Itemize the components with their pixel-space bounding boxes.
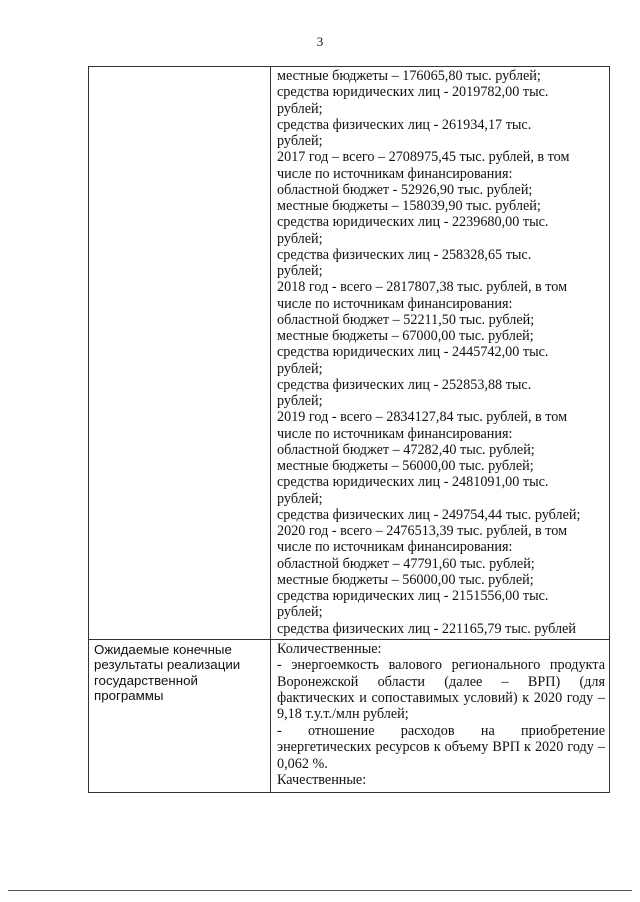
- bottom-rule: [8, 890, 632, 891]
- funding-line: 2018 год - всего – 2817807,38 тыс. рублей, в том: [277, 279, 568, 296]
- funding-line: местные бюджеты – 56000,00 тыс. рублей;: [277, 458, 534, 474]
- funding-line: рублей;: [277, 230, 323, 247]
- funding-line: средства юридических лиц - 2151556,00 тыс.: [277, 588, 549, 604]
- funding-line: средства юридических лиц - 2445742,00 тыс.: [277, 344, 549, 361]
- funding-line: 2019 год - всего – 2834127,84 тыс. рублей, в том: [277, 409, 568, 426]
- funding-line: средства юридических лиц - 2481091,00 тыс.: [277, 474, 549, 491]
- funding-line: числе по источникам финансирования:: [277, 425, 513, 442]
- results-label: Ожидаемые конечные результаты реализации государственной программы: [94, 641, 241, 704]
- funding-line: рублей;: [277, 604, 323, 621]
- result-item-energy-costs: - отношение расходов на приобретение энергетических ресурсов к объему ВРП к 2020 году – 0,062 %.: [277, 722, 605, 772]
- funding-line: местные бюджеты – 67000,00 тыс. рублей;: [277, 328, 534, 344]
- funding-line: средства физических лиц - 258328,65 тыс.: [277, 246, 532, 263]
- funding-line: средства юридических лиц - 2019782,00 тыс.: [277, 84, 549, 101]
- program-passport-table: [88, 66, 610, 793]
- funding-line: рублей;: [277, 133, 323, 149]
- funding-line: числе по источникам финансирования:: [277, 165, 513, 182]
- quantitative-heading: Количественные:: [277, 640, 382, 657]
- result-item-energy-intensity: - энергоемкость валового регионального продукта Воронежской области (далее – ВРП) (для фактических и сопоставимых условий) к 2020 году – 9,18 т.у.т./млн рублей;: [277, 657, 605, 723]
- funding-line: средства физических лиц - 221165,79 тыс. рублей: [277, 620, 576, 637]
- funding-line: рублей;: [277, 100, 323, 117]
- funding-line: рублей;: [277, 490, 323, 507]
- funding-line: средства физических лиц - 261934,17 тыс.: [277, 116, 532, 133]
- funding-line: местные бюджеты – 158039,90 тыс. рублей;: [277, 198, 541, 214]
- results-label-cell: [89, 639, 271, 793]
- funding-line: числе по источникам финансирования:: [277, 295, 513, 312]
- funding-line: числе по источникам финансирования:: [277, 539, 513, 556]
- results-value-cell: [271, 639, 610, 793]
- funding-line: средства физических лиц - 252853,88 тыс.: [277, 376, 532, 393]
- funding-line: рублей;: [277, 360, 323, 377]
- funding-line: областной бюджет – 47282,40 тыс. рублей;: [277, 441, 535, 458]
- funding-line: рублей;: [277, 263, 323, 279]
- funding-row: [89, 67, 610, 640]
- results-content: [271, 640, 609, 793]
- qualitative-heading: Качественные:: [277, 772, 367, 788]
- funding-line: местные бюджеты – 56000,00 тыс. рублей;: [277, 571, 534, 588]
- funding-line: средства физических лиц - 249754,44 тыс. рублей;: [277, 506, 581, 523]
- funding-label-cell: [89, 67, 271, 640]
- page-number: 3: [316, 34, 324, 49]
- funding-value-cell: [271, 67, 610, 640]
- funding-line: местные бюджеты – 176065,80 тыс. рублей;: [277, 68, 541, 84]
- funding-line: рублей;: [277, 393, 323, 409]
- funding-line: областной бюджет – 52211,50 тыс. рублей;: [277, 311, 535, 328]
- funding-line: областной бюджет - 52926,90 тыс. рублей;: [277, 181, 533, 198]
- results-row: [89, 639, 610, 793]
- funding-line: средства юридических лиц - 2239680,00 тыс.: [277, 214, 549, 231]
- funding-line: областной бюджет – 47791,60 тыс. рублей;: [277, 555, 535, 572]
- funding-line: 2020 год - всего – 2476513,39 тыс. рублей, в том: [277, 523, 568, 539]
- funding-line: 2017 год – всего – 2708975,45 тыс. рублей, в том: [277, 149, 570, 166]
- funding-lines: [271, 67, 609, 639]
